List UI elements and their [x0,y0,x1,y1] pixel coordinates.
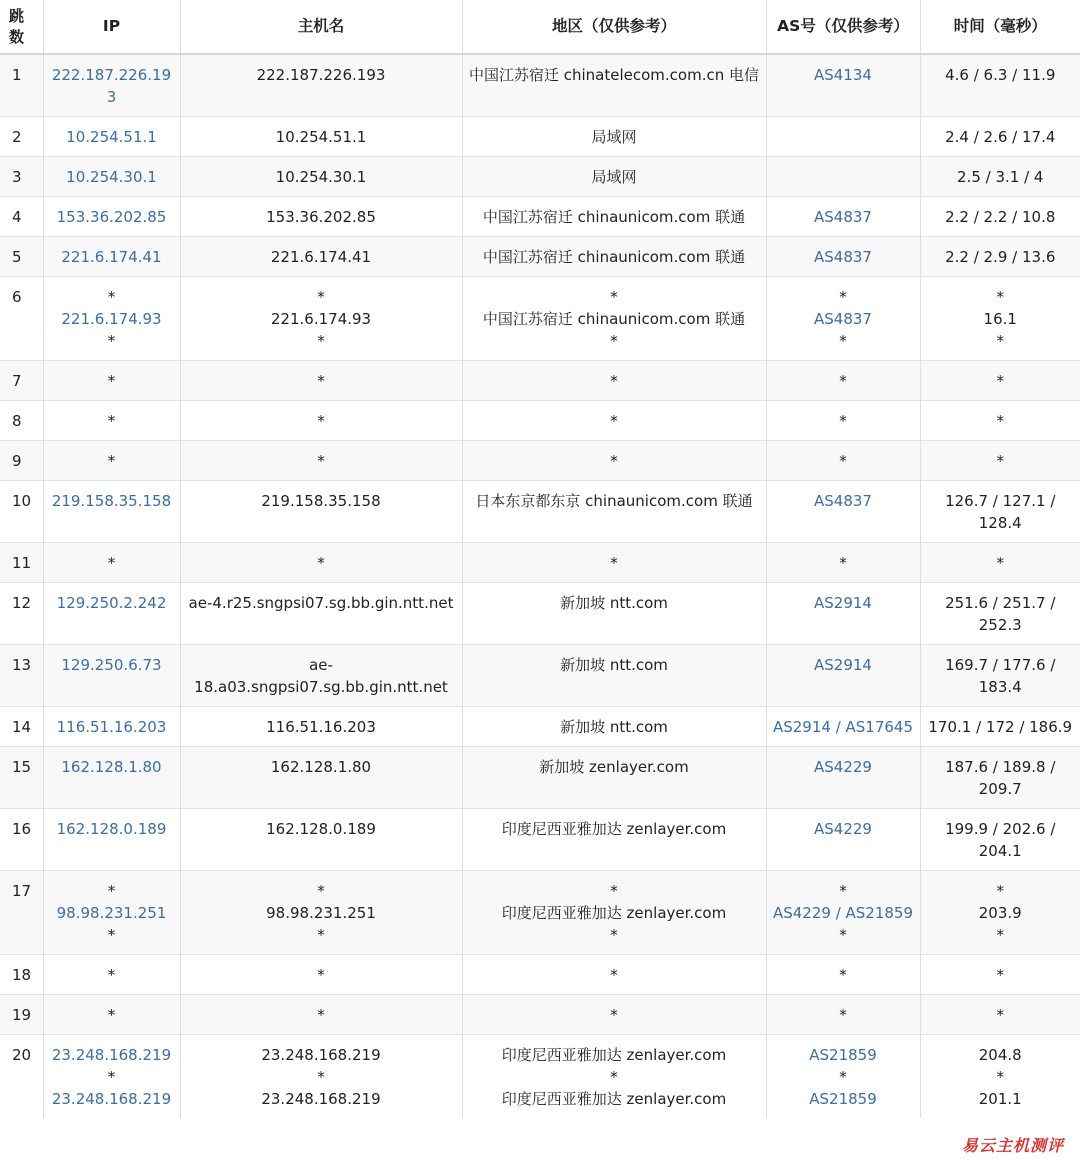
ip-link[interactable]: 129.250.6.73 [61,656,162,674]
time-text: * [996,882,1004,900]
hop-cell: 12 [0,583,43,645]
ip-cell [43,481,180,543]
region-text: 中国江苏宿迁 chinaunicom.com 联通 [482,248,746,266]
ip-cell [43,54,180,117]
as-cell [766,441,920,481]
time-text: * [996,332,1004,350]
hop-cell: 11 [0,543,43,583]
as-link[interactable]: AS4229 [814,758,872,776]
hostname-cell [180,747,462,809]
as-cell [766,401,920,441]
time-text: * [996,288,1004,306]
as-cell [766,1035,920,1119]
region-text: 中国江苏宿迁 chinaunicom.com 联通 [482,310,746,328]
table-row [0,481,1080,543]
hostname-cell [180,277,462,361]
ip-link[interactable]: 23.248.168.219 [51,1090,172,1108]
hostname-cell [180,197,462,237]
hop-cell: 19 [0,995,43,1035]
ip-link[interactable]: 116.51.16.203 [56,718,167,736]
region-cell [462,157,766,197]
time-text: 4.6 / 6.3 / 11.9 [945,66,1056,84]
hop-cell: 7 [0,361,43,401]
ip-link[interactable]: 221.6.174.93 [61,310,162,328]
ip-text: * [107,966,116,984]
as-text: * [839,1006,847,1024]
time-text: 187.6 / 189.8 / 209.7 [945,758,1056,798]
time-text: 169.7 / 177.6 / 183.4 [945,656,1056,696]
region-text: * [610,926,618,944]
time-cell [920,583,1080,645]
hop-cell: 8 [0,401,43,441]
as-link[interactable]: AS2914 [814,656,872,674]
time-text: * [996,966,1004,984]
host-text: * [317,926,325,944]
time-text: * [996,452,1004,470]
as-cell [766,809,920,871]
host-text: 116.51.16.203 [266,718,376,736]
table-row [0,543,1080,583]
ip-cell [43,1035,180,1119]
as-text: * [839,332,847,350]
hostname-cell [180,871,462,955]
hop-cell: 10 [0,481,43,543]
time-cell [920,54,1080,117]
ip-cell [43,157,180,197]
region-cell [462,809,766,871]
table-row [0,707,1080,747]
region-cell [462,1035,766,1119]
table-row [0,1035,1080,1119]
as-cell [766,237,920,277]
host-text: * [317,288,325,306]
host-text: * [317,554,325,572]
ip-cell [43,441,180,481]
time-cell [920,543,1080,583]
as-cell [766,645,920,707]
hostname-cell [180,645,462,707]
region-cell [462,871,766,955]
table-row [0,117,1080,157]
host-text: * [317,1006,325,1024]
table-header-row [0,0,1080,54]
hostname-cell [180,401,462,441]
table-row [0,645,1080,707]
time-cell [920,237,1080,277]
region-text: * [610,882,618,900]
table-row [0,157,1080,197]
region-text: 印度尼西亚雅加达 zenlayer.com [501,820,727,838]
time-cell [920,995,1080,1035]
ip-cell [43,361,180,401]
time-cell [920,157,1080,197]
as-cell [766,995,920,1035]
header-hostname: 主机名 [180,0,462,54]
region-text: 新加坡 zenlayer.com [539,758,689,776]
as-text: * [839,966,847,984]
ip-text: * [107,1006,116,1024]
hostname-cell [180,583,462,645]
as-text: * [839,554,847,572]
host-text: * [317,372,325,390]
region-text: 印度尼西亚雅加达 zenlayer.com [501,904,727,922]
ip-cell [43,955,180,995]
hostname-cell [180,157,462,197]
host-text: 10.254.51.1 [275,128,367,146]
ip-link[interactable]: 162.128.0.189 [56,820,167,838]
region-cell [462,54,766,117]
time-text: 2.5 / 3.1 / 4 [957,168,1044,186]
time-text: * [996,926,1004,944]
header-as: AS号（仅供参考） [766,0,920,54]
ip-cell [43,707,180,747]
hop-cell: 13 [0,645,43,707]
ip-text: * [107,332,116,350]
time-cell [920,441,1080,481]
header-ip: IP [43,0,180,54]
host-text: * [317,1068,325,1086]
as-link[interactable]: AS21859 [809,1046,877,1064]
as-link[interactable]: AS4837 [814,492,872,510]
hop-cell: 2 [0,117,43,157]
as-cell [766,361,920,401]
ip-link[interactable]: 222.187.226.193 [51,66,172,106]
hostname-cell [180,54,462,117]
hop-cell: 17 [0,871,43,955]
host-text: 221.6.174.93 [270,310,372,328]
region-text: 局域网 [591,168,637,186]
hostname-cell [180,543,462,583]
region-text: * [610,1006,618,1024]
time-cell [920,401,1080,441]
host-text: 222.187.226.193 [256,66,386,84]
as-cell [766,157,920,197]
region-text: 局域网 [591,128,637,146]
as-text: * [839,412,847,430]
ip-cell [43,117,180,157]
region-text: * [610,288,618,306]
ip-text: * [107,288,116,306]
region-text: * [610,332,618,350]
ip-text: * [107,554,116,572]
hop-cell: 20 [0,1035,43,1119]
host-text: * [317,452,325,470]
time-text: * [996,554,1004,572]
time-text: * [996,412,1004,430]
as-cell [766,117,920,157]
region-text: 中国江苏宿迁 chinaunicom.com 联通 [482,208,746,226]
hop-cell: 6 [0,277,43,361]
ip-link[interactable]: 23.248.168.219 [51,1046,172,1064]
table-row [0,747,1080,809]
host-text: 162.128.1.80 [270,758,372,776]
time-text: 2.2 / 2.9 / 13.6 [945,248,1056,266]
region-text: 印度尼西亚雅加达 zenlayer.com [501,1046,727,1064]
ip-cell [43,583,180,645]
ip-cell [43,197,180,237]
header-region: 地区（仅供参考） [462,0,766,54]
ip-link[interactable]: 153.36.202.85 [56,208,167,226]
region-text: 中国江苏宿迁 chinatelecom.com.cn 电信 [468,66,760,84]
region-cell [462,401,766,441]
time-text: 251.6 / 251.7 / 252.3 [945,594,1056,634]
host-text: ae-4.r25.sngpsi07.sg.bb.gin.ntt.net [188,594,454,612]
ip-text: * [107,1068,116,1086]
region-text: 印度尼西亚雅加达 zenlayer.com [501,1090,727,1108]
region-text: 新加坡 ntt.com [560,718,668,736]
host-text: 219.158.35.158 [261,492,381,510]
time-cell [920,481,1080,543]
as-text: * [839,288,847,306]
hostname-cell [180,809,462,871]
hop-cell: 18 [0,955,43,995]
table-body [0,54,1080,1118]
region-cell [462,955,766,995]
region-text: * [610,452,618,470]
region-cell [462,197,766,237]
as-text: * [839,372,847,390]
time-text: * [996,1068,1004,1086]
as-link[interactable]: AS4837 [814,310,872,328]
host-text: 10.254.30.1 [275,168,367,186]
hostname-cell [180,441,462,481]
as-text: * [839,926,847,944]
as-cell [766,871,920,955]
as-link[interactable]: AS2914 / AS17645 [772,718,914,736]
as-cell [766,543,920,583]
host-text: * [317,412,325,430]
host-text: 23.248.168.219 [261,1046,381,1064]
region-cell [462,747,766,809]
ip-cell [43,543,180,583]
ip-link[interactable]: 129.250.2.242 [56,594,167,612]
as-link[interactable]: AS4837 [814,208,872,226]
as-link[interactable]: AS4134 [814,66,872,84]
ip-text: * [107,372,116,390]
time-cell [920,277,1080,361]
time-cell [920,707,1080,747]
hop-cell: 9 [0,441,43,481]
ip-cell [43,237,180,277]
as-text: * [839,882,847,900]
ip-cell [43,809,180,871]
host-text: 98.98.231.251 [266,904,376,922]
header-time: 时间（毫秒） [920,0,1080,54]
hop-cell: 15 [0,747,43,809]
region-text: * [610,1068,618,1086]
table-row [0,871,1080,955]
table-row [0,237,1080,277]
host-text: 162.128.0.189 [266,820,376,838]
ip-link[interactable]: 98.98.231.251 [56,904,167,922]
time-text: 199.9 / 202.6 / 204.1 [945,820,1056,860]
ip-text: * [107,926,116,944]
time-cell [920,747,1080,809]
as-cell [766,707,920,747]
host-text: 153.36.202.85 [266,208,376,226]
region-cell [462,237,766,277]
time-text: 126.7 / 127.1 / 128.4 [945,492,1056,532]
region-cell [462,645,766,707]
time-text: 203.9 [978,904,1022,922]
hop-cell: 16 [0,809,43,871]
ip-link[interactable]: 219.158.35.158 [51,492,172,510]
region-cell [462,117,766,157]
as-link[interactable]: AS2914 [814,594,872,612]
ip-link[interactable]: 162.128.1.80 [61,758,162,776]
ip-cell [43,645,180,707]
table-row [0,361,1080,401]
ip-cell [43,995,180,1035]
region-text: * [610,412,618,430]
time-text: 2.2 / 2.2 / 10.8 [945,208,1056,226]
ip-link[interactable]: 221.6.174.41 [61,248,162,266]
as-link[interactable]: AS4837 [814,248,872,266]
hostname-cell [180,995,462,1035]
as-text: * [839,1068,847,1086]
hop-cell: 5 [0,237,43,277]
table-row [0,401,1080,441]
region-text: 日本东京都东京 chinaunicom.com 联通 [475,492,753,510]
region-cell [462,361,766,401]
table-row [0,54,1080,117]
hostname-cell [180,237,462,277]
region-cell [462,441,766,481]
ip-cell [43,747,180,809]
ip-link[interactable]: 10.254.30.1 [66,168,157,186]
as-cell [766,197,920,237]
ip-link[interactable]: 10.254.51.1 [66,128,157,146]
table-row [0,277,1080,361]
as-link[interactable]: AS4229 / AS21859 [772,904,914,922]
hop-cell: 4 [0,197,43,237]
time-text: 170.1 / 172 / 186.9 [928,718,1073,736]
host-text: ae-18.a03.sngpsi07.sg.bb.gin.ntt.net [194,656,448,696]
time-text: 201.1 [978,1090,1022,1108]
region-cell [462,583,766,645]
region-text: 新加坡 ntt.com [560,656,668,674]
as-cell [766,54,920,117]
time-cell [920,1035,1080,1119]
watermark: 易云主机测评 [961,1136,1064,1155]
region-cell [462,543,766,583]
table-row [0,583,1080,645]
time-text: 2.4 / 2.6 / 17.4 [945,128,1056,146]
region-cell [462,481,766,543]
host-text: * [317,882,325,900]
header-hop: 跳数 [0,0,43,54]
hostname-cell [180,955,462,995]
as-cell [766,481,920,543]
region-text: * [610,966,618,984]
ip-cell [43,871,180,955]
region-text: * [610,372,618,390]
time-text: * [996,372,1004,390]
host-text: 221.6.174.41 [270,248,372,266]
as-cell [766,747,920,809]
as-cell [766,583,920,645]
hostname-cell [180,481,462,543]
hostname-cell [180,707,462,747]
region-text: * [610,554,618,572]
hostname-cell [180,361,462,401]
host-text: * [317,966,325,984]
time-cell [920,117,1080,157]
hop-cell: 1 [0,54,43,117]
table-row [0,955,1080,995]
region-cell [462,277,766,361]
as-link[interactable]: AS21859 [809,1090,877,1108]
time-cell [920,197,1080,237]
time-cell [920,809,1080,871]
time-cell [920,361,1080,401]
as-cell [766,955,920,995]
hop-cell: 3 [0,157,43,197]
time-cell [920,871,1080,955]
as-link[interactable]: AS4229 [814,820,872,838]
host-text: 23.248.168.219 [261,1090,381,1108]
time-text: * [996,1006,1004,1024]
as-cell [766,277,920,361]
ip-text: * [107,412,116,430]
hostname-cell [180,1035,462,1119]
ip-cell [43,277,180,361]
table-row [0,197,1080,237]
hop-cell: 14 [0,707,43,747]
table-row [0,995,1080,1035]
region-text: 新加坡 ntt.com [560,594,668,612]
hostname-cell [180,117,462,157]
table-row [0,441,1080,481]
time-cell [920,645,1080,707]
region-cell [462,995,766,1035]
time-text: 16.1 [983,310,1017,328]
table-row [0,809,1080,871]
time-text: 204.8 [978,1046,1022,1064]
host-text: * [317,332,325,350]
ip-text: * [107,452,116,470]
ip-text: * [107,882,116,900]
as-text: * [839,452,847,470]
region-cell [462,707,766,747]
ip-cell [43,401,180,441]
time-cell [920,955,1080,995]
